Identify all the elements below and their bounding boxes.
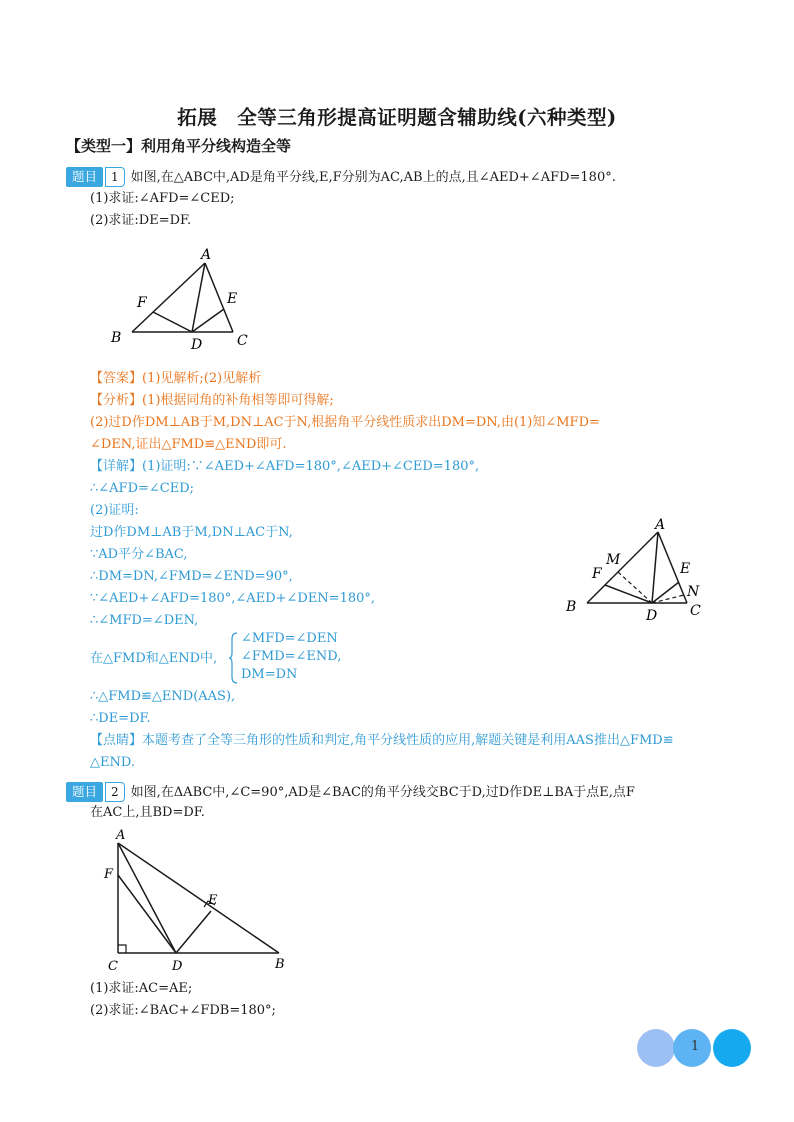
brace-item: ∠FMD=∠END, bbox=[241, 649, 342, 664]
label-A: A bbox=[116, 828, 126, 843]
problem1-stem-text: 如图,在△ABC中,AD是角平分线,E,F分别为AC,AB上的点,且∠AED+∠AFD=180°. bbox=[130, 170, 616, 185]
detail-line: ∴∠AFD=∠CED; bbox=[90, 481, 195, 496]
problem-number: 1 bbox=[105, 167, 125, 187]
page-title: 拓展 全等三角形提高证明题含辅助线(六种类型) bbox=[177, 106, 617, 129]
problem-number: 2 bbox=[105, 782, 125, 802]
label-M: M bbox=[606, 552, 621, 568]
problem1-stem bbox=[66, 167, 616, 187]
analysis-line-3: ∠DEN,证出△FMD≌△END即可. bbox=[90, 437, 287, 452]
problem1-part2: (2)求证:DE=DF. bbox=[90, 213, 192, 228]
problem2-stem-line2: 在AC上,且BD=DF. bbox=[90, 805, 205, 820]
problem2-stem-text: 如图,在ΔABC中,∠C=90°,AD是∠BAC的角平分线交BC于D,过D作DE⊥BA于点E,点F bbox=[130, 785, 635, 800]
detail-line: ∴DE=DF. bbox=[90, 711, 151, 726]
detail-line: ∴△FMD≌△END(AAS), bbox=[90, 689, 236, 704]
label-B: B bbox=[275, 957, 285, 972]
problem1-figure bbox=[100, 240, 260, 355]
label-F: F bbox=[592, 566, 602, 582]
detail-line: ∵AD平分∠BAC, bbox=[90, 547, 188, 562]
label-C: C bbox=[690, 603, 701, 619]
comment-line-2: △END. bbox=[90, 755, 135, 770]
problem2-figure bbox=[98, 825, 298, 975]
problem2-part1: (1)求证:AC=AE; bbox=[90, 981, 193, 996]
detail-line: (2)证明: bbox=[90, 503, 139, 518]
label-E: E bbox=[208, 893, 218, 908]
label-D: D bbox=[172, 959, 183, 974]
detail-line: ∵∠AED+∠AFD=180°,∠AED+∠DEN=180°, bbox=[90, 591, 376, 606]
analysis-line-1: 【分析】(1)根据同角的补角相等即可得解; bbox=[90, 393, 334, 408]
label-D: D bbox=[191, 337, 203, 353]
problem2-stem bbox=[66, 782, 635, 802]
label-A: A bbox=[201, 247, 212, 263]
label-E: E bbox=[227, 291, 238, 307]
label-N: N bbox=[687, 584, 700, 600]
page-number: 1 bbox=[690, 1039, 700, 1054]
section-heading: 【类型一】利用角平分线构造全等 bbox=[66, 137, 292, 155]
label-B: B bbox=[566, 599, 577, 615]
problem-badge: 题目 bbox=[66, 782, 103, 802]
analysis-line-2: (2)过D作DM⊥AB于M,DN⊥AC于N,根据角平分线性质求出DM=DN,由(1)知∠MFD= bbox=[90, 415, 600, 430]
label-F: F bbox=[104, 867, 114, 882]
left-brace-icon bbox=[229, 632, 237, 686]
comment-line-1: 【点睛】本题考查了全等三角形的性质和判定,角平分线性质的应用,解题关键是利用AAS推出△FMD≌ bbox=[90, 733, 674, 748]
problem-badge: 题目 bbox=[66, 167, 103, 187]
label-A: A bbox=[655, 517, 666, 533]
answer-line: 【答案】(1)见解析;(2)见解析 bbox=[90, 371, 262, 386]
problem1-aux-figure bbox=[560, 512, 720, 627]
problem1-part1: (1)求证:∠AFD=∠CED; bbox=[90, 191, 235, 206]
label-F: F bbox=[137, 295, 147, 311]
detail-line: 过D作DM⊥AB于M,DN⊥AC于N, bbox=[90, 525, 293, 540]
brace-prefix: 在△FMD和△END中, bbox=[90, 651, 218, 666]
label-B: B bbox=[111, 330, 122, 346]
brace-item: DM=DN bbox=[241, 667, 298, 682]
detail-line: ∴∠MFD=∠DEN, bbox=[90, 613, 199, 628]
problem2-part2: (2)求证:∠BAC+∠FDB=180°; bbox=[90, 1003, 276, 1018]
label-C: C bbox=[237, 333, 248, 349]
detail-line: ∴DM=DN,∠FMD=∠END=90°, bbox=[90, 569, 293, 584]
label-E: E bbox=[680, 561, 691, 577]
label-C: C bbox=[108, 959, 118, 974]
detail-line: 【详解】(1)证明:∵∠AED+∠AFD=180°,∠AED+∠CED=180°, bbox=[90, 459, 480, 474]
brace-item: ∠MFD=∠DEN bbox=[241, 631, 338, 646]
label-D: D bbox=[646, 608, 658, 624]
